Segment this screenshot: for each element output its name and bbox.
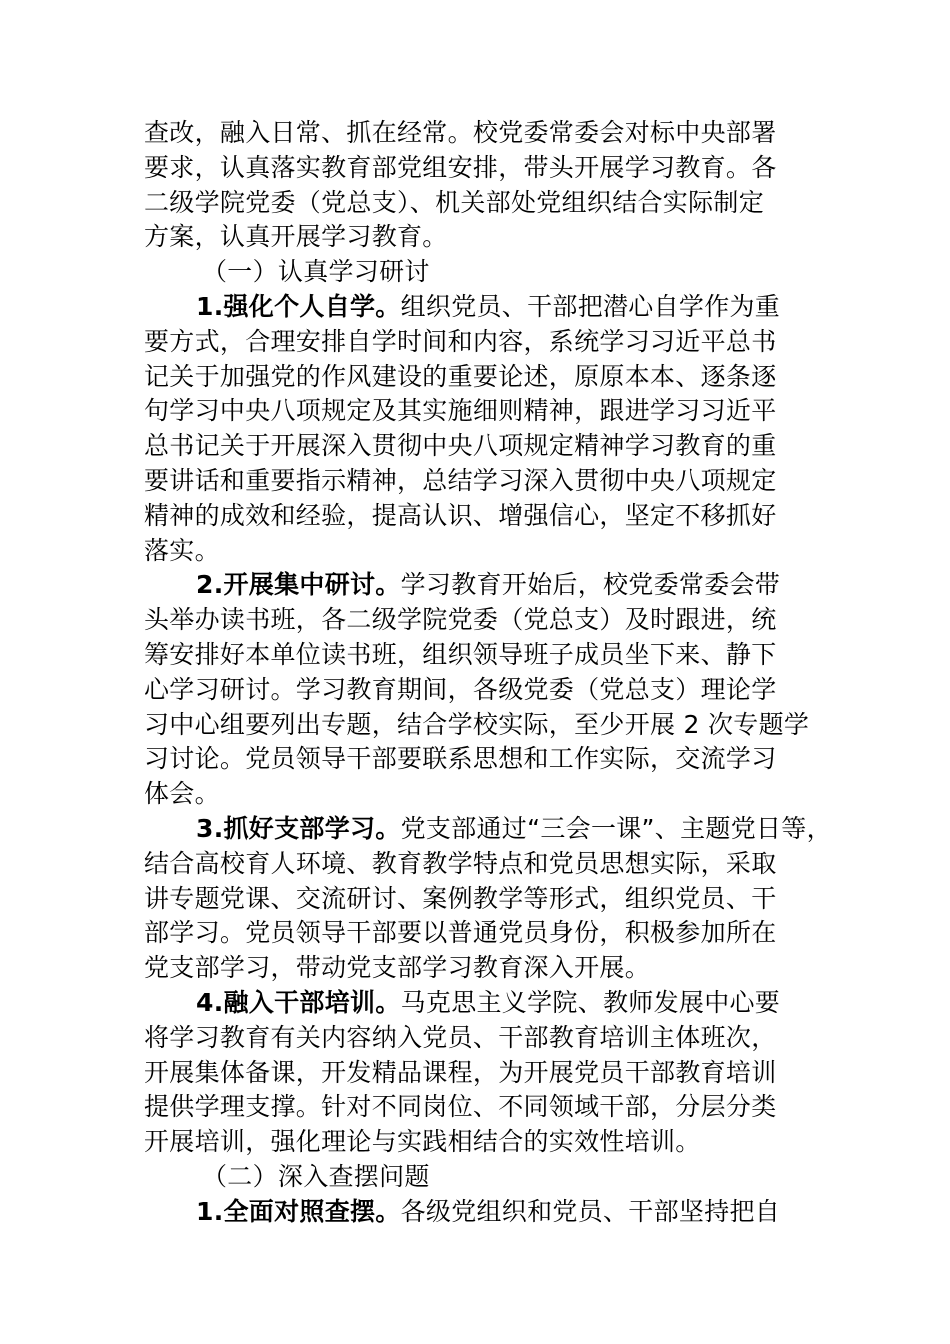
- paragraph-line: 要方式，合理安排自学时间和内容，系统学习习近平总书: [144, 326, 777, 356]
- paragraph-line: 头举办读书班，各二级学院党委（党总支）及时跟进，统: [144, 605, 777, 635]
- paragraph-line: 开展培训，强化理论与实践相结合的实效性培训。: [144, 1127, 701, 1157]
- item-text: 组织党员、干部把潜心自学作为重: [400, 291, 781, 321]
- item-lead-heading: 4.融入干部培训。: [196, 987, 401, 1017]
- item-lead-heading: 3.抓好支部学习。: [196, 813, 401, 843]
- numbered-item-line: [144, 812, 832, 847]
- paragraph-line: 结合高校育人环境、教育教学特点和党员思想实际，采取: [144, 848, 777, 878]
- paragraph-line: 要求，认真落实教育部党组安排，带头开展学习教育。各: [144, 152, 777, 182]
- paragraph-line: 总书记关于开展深入贯彻中央八项规定精神学习教育的重: [144, 431, 777, 461]
- item-text: 学习教育开始后，校党委常委会带: [400, 570, 781, 600]
- paragraph-line: 将学习教育有关内容纳入党员、干部教育培训主体班次，: [144, 1022, 777, 1052]
- numbered-item-line: [144, 1195, 816, 1230]
- paragraph-line: 体会。: [144, 779, 220, 809]
- item-lead-heading: 1.强化个人自学。: [196, 291, 401, 321]
- item-text: 党支部通过“三会一课”、主题党日等，: [400, 813, 832, 843]
- paragraph-line: 要讲话和重要指示精神，总结学习深入贯彻中央八项规定: [144, 465, 777, 495]
- paragraph-line: 二级学院党委（党总支）、机关部处党组织结合实际制定: [144, 187, 765, 217]
- paragraph-line: 提供学理支撑。针对不同岗位、不同领域干部，分层分类: [144, 1092, 777, 1122]
- numbered-item-line: [144, 986, 816, 1021]
- document-body: [144, 116, 832, 1230]
- paragraph-line: 句学习中央八项规定及其实施细则精神，跟进学习习近平: [144, 396, 777, 426]
- paragraph-line: 开展集体备课，开发精品课程，为开展党员干部教育培训: [144, 1057, 777, 1087]
- section-subheading: （一）认真学习研讨: [202, 257, 430, 287]
- paragraph-line: 查改，融入日常、抓在经常。校党委常委会对标中央部署: [144, 118, 777, 147]
- paragraph-line: 部学习。党员领导干部要以普通党员身份，积极参加所在: [144, 918, 777, 948]
- item-lead-heading: 1.全面对照查摆。: [196, 1196, 401, 1226]
- paragraph-line: 记关于加强党的作风建设的重要论述，原原本本、逐条逐: [144, 361, 777, 391]
- item-text: 各级党组织和党员、干部坚持把自: [400, 1196, 781, 1226]
- paragraph-line: 筹安排好本单位读书班，组织领导班子成员坐下来、静下: [144, 639, 777, 669]
- section-subheading: （二）深入查摆问题: [202, 1161, 430, 1191]
- paragraph-line: 心学习研讨。学习教育期间，各级党委（党总支）理论学: [144, 674, 777, 704]
- item-text: 马克思主义学院、教师发展中心要: [400, 987, 781, 1017]
- paragraph-line: 习讨论。党员领导干部要联系思想和工作实际，交流学习: [144, 744, 777, 774]
- paragraph-line: 讲专题党课、交流研讨、案例教学等形式，组织党员、干: [144, 883, 777, 913]
- paragraph-line: 落实。: [144, 535, 220, 565]
- paragraph-line: 党支部学习，带动党支部学习教育深入开展。: [144, 953, 651, 983]
- paragraph-line: 精神的成效和经验，提高认识、增强信心，坚定不移抓好: [144, 500, 777, 530]
- paragraph-line: 方案，认真开展学习教育。: [144, 222, 448, 252]
- item-lead-heading: 2.开展集中研讨。: [196, 570, 401, 600]
- numbered-item-line: [144, 290, 816, 325]
- numbered-item-line: [144, 568, 816, 603]
- paragraph-line: 习中心组要列出专题，结合学校实际，至少开展 2 次专题学: [144, 709, 810, 739]
